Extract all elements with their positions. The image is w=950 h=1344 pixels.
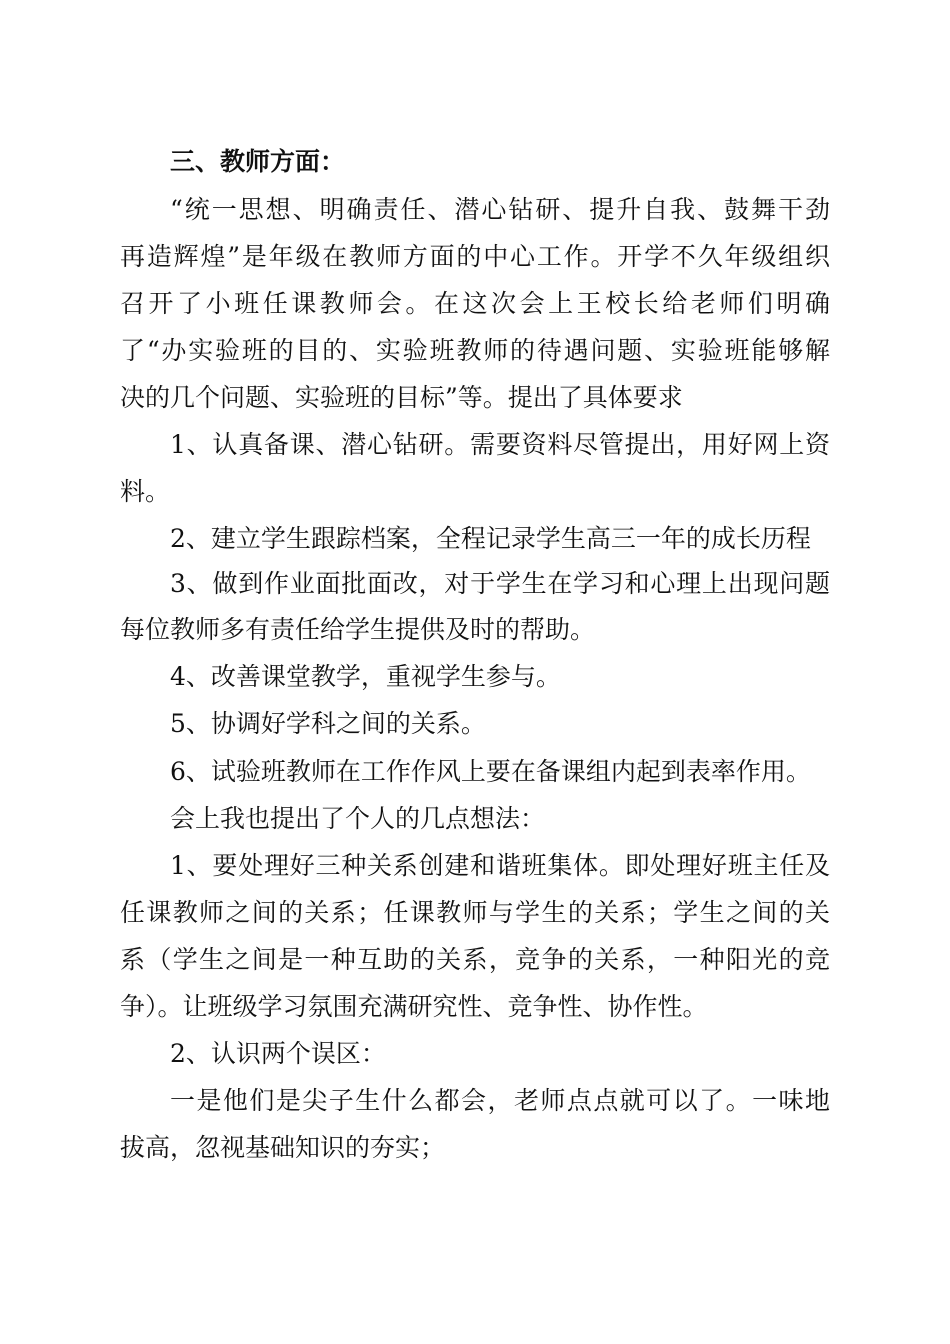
requirement-1-line-2: 料。: [120, 477, 171, 506]
paragraph-1-line-2: 再造辉煌”是年级在教师方面的中心工作。开学不久年级组织: [120, 242, 830, 271]
misconception-1-line-1: 一是他们是尖子生什么都会，老师点点就可以了。一味地: [170, 1086, 830, 1115]
requirement-3-line-1: 3、做到作业面批面改，对于学生在学习和心理上出现问题: [170, 569, 830, 598]
misconception-1-line-2: 拔高，忽视基础知识的夯实；: [120, 1133, 446, 1162]
paragraph-1-line-1: “统一思想、明确责任、潜心钻研、提升自我、鼓舞干劲: [170, 195, 830, 224]
requirement-5: 5、协调好学科之间的关系。: [170, 709, 486, 738]
requirement-6: 6、试验班教师在工作作风上要在备课组内起到表率作用。: [170, 757, 811, 786]
requirement-3-line-2: 每位教师多有责任给学生提供及时的帮助。: [120, 615, 596, 644]
paragraph-1-line-4: 了“办实验班的目的、实验班教师的待遇问题、实验班能够解: [120, 336, 830, 365]
idea-1-line-1: 1、要处理好三种关系创建和谐班集体。即处理好班主任及: [170, 851, 830, 880]
idea-2: 2、认识两个误区：: [170, 1039, 386, 1068]
idea-1-line-4: 争）。让班级学习氛围充满研究性、竞争性、协作性。: [120, 992, 708, 1021]
section-heading: 三、教师方面：: [170, 147, 346, 176]
idea-1-line-2: 任课教师之间的关系；任课教师与学生的关系；学生之间的关: [120, 898, 830, 927]
requirement-4: 4、改善课堂教学，重视学生参与。: [170, 662, 561, 691]
paragraph-1-line-5: 决的几个问题、实验班的目标”等。提出了具体要求: [120, 383, 683, 412]
requirement-2: 2、建立学生跟踪档案，全程记录学生高三一年的成长历程: [170, 524, 811, 553]
ideas-intro: 会上我也提出了个人的几点想法：: [170, 804, 546, 833]
paragraph-1-line-3: 召开了小班任课教师会。在这次会上王校长给老师们明确: [120, 289, 830, 318]
idea-1-line-3: 系（学生之间是一种互助的关系，竞争的关系，一种阳光的竞: [120, 945, 830, 974]
requirement-1-line-1: 1、认真备课、潜心钻研。需要资料尽管提出，用好网上资: [170, 430, 830, 459]
